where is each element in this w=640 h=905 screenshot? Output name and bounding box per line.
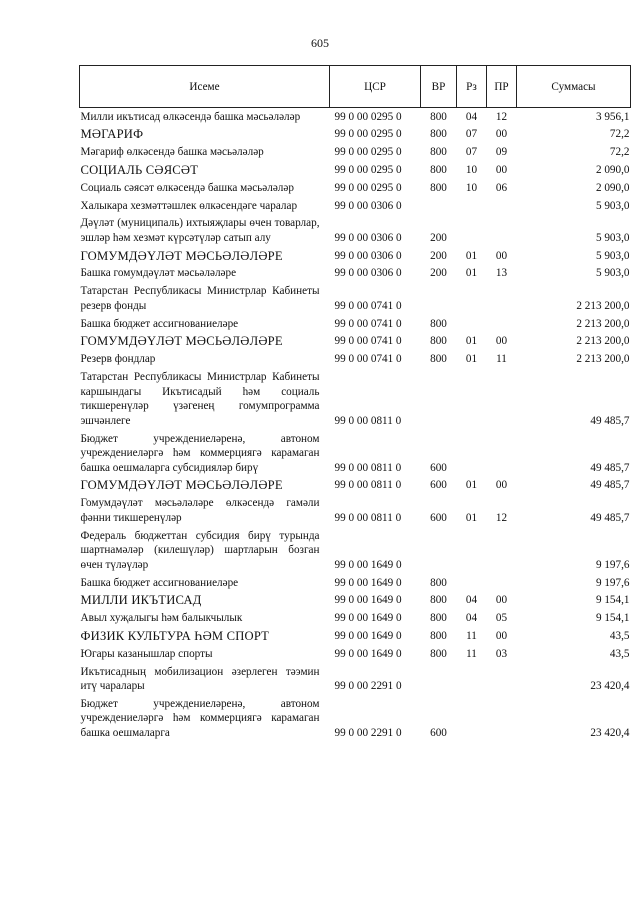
row-pr: 00 (495, 163, 508, 176)
header-name: Исеме (80, 66, 330, 108)
table-row (80, 627, 631, 645)
row-name: МӘГАРИФ (80, 127, 144, 142)
row-sum: 5 903,0 (595, 267, 630, 280)
row-name: Гомумдәүләт мәсьәләләре өлкәсендә гамәли фәнни тикшеренүләр (80, 497, 320, 524)
row-name: Мәгариф өлкәсендә башка мәсьәләләр (80, 146, 264, 159)
row-sum: 9 154,1 (595, 594, 630, 607)
table-row (80, 695, 631, 742)
row-vr: 200 (430, 231, 447, 244)
table-row (80, 645, 631, 663)
row-pr: 00 (495, 249, 508, 262)
row-sum: 72,2 (609, 128, 630, 141)
row-name: МИЛЛИ ИКЪТИСАД (80, 593, 202, 608)
row-sum: 5 903,0 (595, 199, 630, 212)
row-pr (487, 368, 517, 430)
row-csr: 99 0 00 1649 0 (334, 576, 402, 589)
row-rz: 01 (465, 511, 478, 524)
table-row (80, 610, 631, 628)
row-vr: 800 (430, 163, 447, 176)
row-pr (487, 430, 517, 477)
row-csr: 99 0 00 0811 0 (334, 479, 402, 492)
row-vr: 800 (430, 335, 447, 348)
row-vr: 800 (430, 181, 447, 194)
row-sum: 72,2 (609, 146, 630, 159)
row-pr (487, 663, 517, 695)
row-vr: 600 (430, 727, 447, 740)
row-vr (421, 663, 457, 695)
header-csr: ЦСР (330, 66, 421, 108)
row-vr: 800 (430, 353, 447, 366)
row-pr: 12 (495, 110, 508, 123)
table-header (80, 66, 631, 108)
row-name: Башка бюджет ассигнованиеләре (80, 317, 239, 330)
row-rz: 07 (465, 128, 478, 141)
table-row (80, 283, 631, 315)
header-rz: Рз (457, 66, 487, 108)
row-name: ГОМУМДӘҮЛӘТ МӘСЬӘЛӘЛӘРЕ (80, 478, 283, 493)
row-pr: 00 (495, 594, 508, 607)
row-sum: 49 485,7 (590, 511, 630, 524)
row-csr: 99 0 00 0741 0 (334, 335, 402, 348)
row-rz: 01 (465, 267, 478, 280)
row-pr: 03 (495, 647, 508, 660)
table-row (80, 179, 631, 197)
row-vr: 200 (430, 249, 447, 262)
row-csr: 99 0 00 0741 0 (334, 353, 402, 366)
row-csr: 99 0 00 2291 0 (334, 680, 402, 693)
row-vr: 800 (430, 128, 447, 141)
row-sum: 2 213 200,0 (576, 335, 630, 348)
row-sum: 49 485,7 (590, 414, 630, 427)
table-row (80, 108, 631, 126)
row-name: Икътисадның мобилизацион әзерлеген тәэмин итү чаралары (80, 665, 320, 693)
row-sum: 43,5 (609, 647, 630, 660)
table-row (80, 527, 631, 574)
row-csr: 99 0 00 0811 0 (334, 414, 402, 427)
row-pr: 12 (495, 511, 508, 524)
table-row (80, 592, 631, 610)
row-name: СОЦИАЛЬ СӘЯСӘТ (80, 162, 199, 177)
row-pr (487, 283, 517, 315)
row-csr: 99 0 00 0306 0 (334, 199, 402, 212)
row-pr: 00 (495, 335, 508, 348)
row-pr (487, 695, 517, 742)
row-name: Милли икътисад өлкәсендә башка мәсьәләләр (80, 110, 301, 123)
row-sum: 5 903,0 (595, 231, 630, 244)
row-vr (421, 197, 457, 215)
row-vr: 800 (430, 629, 447, 642)
page-number: 605 (311, 36, 329, 50)
row-csr: 99 0 00 0811 0 (334, 461, 402, 474)
row-csr: 99 0 00 1649 0 (334, 629, 402, 642)
row-pr (487, 574, 517, 592)
row-name: Татарстан Республикасы Министрлар Кабинеты каршындагы Икътисадый һәм социаль тикшеренүләр үзәгенең гомумпрограмма эшчәнлеге (80, 370, 320, 427)
row-sum: 23 420,4 (590, 727, 630, 740)
row-rz (457, 574, 487, 592)
row-rz: 04 (465, 594, 478, 607)
row-sum: 3 956,1 (595, 110, 630, 123)
header-pr: ПР (487, 66, 517, 108)
row-pr: 09 (495, 146, 508, 159)
row-vr: 800 (430, 317, 447, 330)
row-csr: 99 0 00 0295 0 (334, 128, 402, 141)
row-name: Башка бюджет ассигнованиеләре (80, 576, 239, 589)
table-row (80, 351, 631, 369)
row-csr: 99 0 00 0306 0 (334, 231, 402, 244)
table-row (80, 477, 631, 495)
row-rz (457, 695, 487, 742)
row-name: Резерв фондлар (80, 353, 156, 366)
row-vr: 600 (430, 479, 447, 492)
row-csr: 99 0 00 0306 0 (334, 267, 402, 280)
row-vr: 800 (430, 612, 447, 625)
row-name: Халыкара хезмәттәшлек өлкәсендәге чаралар (80, 199, 298, 212)
table-body (80, 108, 631, 743)
row-name: Федераль бюджеттан субсидия бирү турында шартнамәләр (килешүләр) шартларын бозган өчен түләүләр (80, 529, 320, 571)
row-rz (457, 197, 487, 215)
row-csr: 99 0 00 0741 0 (334, 299, 402, 312)
table-row (80, 144, 631, 162)
row-rz: 01 (465, 353, 478, 366)
budget-table (79, 65, 631, 742)
row-vr (421, 283, 457, 315)
row-name: Бюджет учреждениеләренә, автоном учреждениеләргә һәм коммерциягә карамаган башка оешмаларга (80, 697, 320, 740)
row-csr: 99 0 00 0295 0 (334, 146, 402, 159)
row-csr: 99 0 00 0295 0 (334, 181, 402, 194)
table-row (80, 215, 631, 247)
row-vr: 600 (430, 511, 447, 524)
row-name: Югары казанышлар спорты (80, 647, 213, 660)
row-name: Дәүләт (муниципаль) ихтыяҗлары өчен товарлар, эшләр һәм хезмәт күрсәтүләр сатып алу (80, 217, 320, 244)
row-vr: 800 (430, 594, 447, 607)
row-csr: 99 0 00 1649 0 (334, 558, 402, 571)
row-csr: 99 0 00 0295 0 (334, 110, 402, 123)
header-vr: ВР (421, 66, 457, 108)
table-row (80, 574, 631, 592)
row-rz: 11 (466, 629, 477, 642)
row-sum: 2 213 200,0 (576, 353, 630, 366)
row-pr: 05 (495, 612, 508, 625)
table-row (80, 265, 631, 283)
row-pr (487, 215, 517, 247)
row-rz (457, 368, 487, 430)
row-rz: 04 (465, 110, 478, 123)
row-pr: 11 (496, 353, 507, 366)
row-vr (421, 368, 457, 430)
table-row (80, 126, 631, 144)
table-row (80, 663, 631, 695)
table-row (80, 315, 631, 333)
header-sum: Суммасы (517, 66, 631, 108)
row-pr: 00 (495, 128, 508, 141)
row-name: Бюджет учреждениеләренә, автоном учреждениеләргә һәм коммерциягә карамаган башка оешмаларга субсидияләр бирү (80, 432, 320, 474)
row-csr: 99 0 00 2291 0 (334, 727, 402, 740)
row-vr (421, 527, 457, 574)
row-name: Башка гомумдәүләт мәсьәләләре (80, 267, 237, 280)
row-rz: 01 (465, 479, 478, 492)
row-rz (457, 283, 487, 315)
table-row (80, 430, 631, 477)
row-rz: 04 (465, 612, 478, 625)
row-sum: 2 090,0 (595, 163, 630, 176)
row-rz: 10 (465, 163, 478, 176)
row-pr: 13 (495, 267, 508, 280)
table-row (80, 247, 631, 265)
row-name: Татарстан Республикасы Министрлар Кабинеты резерв фонды (80, 285, 320, 312)
row-sum: 2 090,0 (595, 181, 630, 194)
row-csr: 99 0 00 0306 0 (334, 249, 402, 262)
row-sum: 2 213 200,0 (576, 317, 630, 330)
row-pr: 00 (495, 479, 508, 492)
row-vr: 800 (430, 110, 447, 123)
row-name: ФИЗИК КУЛЬТУРА ҺӘМ СПОРТ (80, 628, 270, 643)
row-pr: 00 (495, 629, 508, 642)
row-sum: 23 420,4 (590, 680, 630, 693)
row-csr: 99 0 00 1649 0 (334, 647, 402, 660)
row-rz: 10 (465, 181, 478, 194)
row-vr: 800 (430, 146, 447, 159)
row-name: Авыл хуҗалыгы һәм балыкчылык (80, 612, 243, 625)
row-rz (457, 315, 487, 333)
table-row (80, 161, 631, 179)
row-name: Социаль сәясәт өлкәсендә башка мәсьәләләр (80, 181, 294, 194)
row-rz: 07 (465, 146, 478, 159)
row-sum: 9 197,6 (595, 558, 630, 571)
row-csr: 99 0 00 0295 0 (334, 163, 402, 176)
table-row (80, 333, 631, 351)
row-rz: 11 (466, 647, 477, 660)
row-rz (457, 663, 487, 695)
row-sum: 9 154,1 (595, 612, 630, 625)
row-csr: 99 0 00 1649 0 (334, 612, 402, 625)
row-pr: 06 (495, 181, 508, 194)
row-name: ГОМУМДӘҮЛӘТ МӘСЬӘЛӘЛӘРЕ (80, 248, 283, 263)
row-vr: 200 (430, 267, 447, 280)
row-name: ГОМУМДӘҮЛӘТ МӘСЬӘЛӘЛӘРЕ (80, 334, 283, 349)
row-sum: 49 485,7 (590, 479, 630, 492)
row-csr: 99 0 00 1649 0 (334, 594, 402, 607)
row-pr (487, 197, 517, 215)
table-row (80, 368, 631, 430)
row-sum: 49 485,7 (590, 461, 630, 474)
row-vr: 800 (430, 647, 447, 660)
row-sum: 2 213 200,0 (576, 299, 630, 312)
row-vr: 600 (430, 461, 447, 474)
row-sum: 5 903,0 (595, 249, 630, 262)
row-sum: 9 197,6 (595, 576, 630, 589)
row-pr (487, 527, 517, 574)
row-rz: 01 (465, 335, 478, 348)
row-rz: 01 (465, 249, 478, 262)
table-row (80, 197, 631, 215)
row-vr: 800 (430, 576, 447, 589)
row-rz (457, 527, 487, 574)
row-rz (457, 430, 487, 477)
table-row (80, 495, 631, 527)
row-pr (487, 315, 517, 333)
row-rz (457, 215, 487, 247)
row-sum: 43,5 (609, 629, 630, 642)
row-csr: 99 0 00 0811 0 (334, 511, 402, 524)
row-csr: 99 0 00 0741 0 (334, 317, 402, 330)
